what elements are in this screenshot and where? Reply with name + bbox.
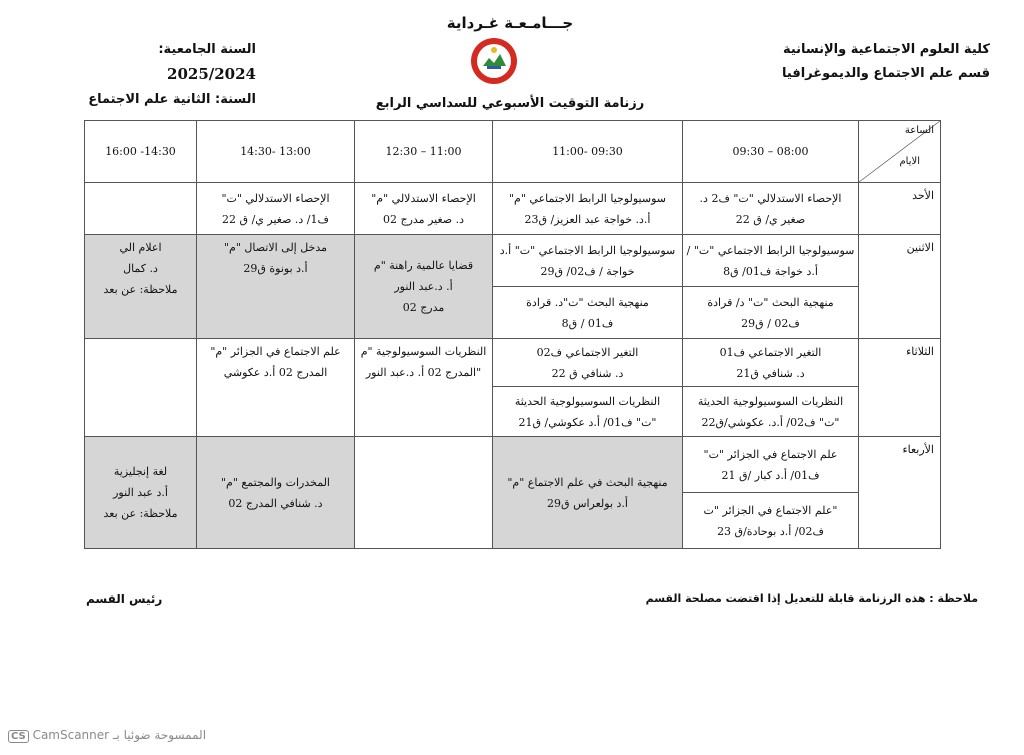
row-monday-a: [85, 235, 941, 287]
cell-monday-slot2-a: [493, 235, 683, 287]
study-level: السنة: الثانية علم الاجتماع: [88, 92, 256, 107]
course-line: الإحصاء الاستدلالي "م": [371, 191, 476, 205]
header-row: [85, 121, 941, 183]
academic-year: [66, 38, 256, 88]
course-line: منهجية البحث في علم الاجتماع "م": [507, 475, 668, 489]
course-line: سوسيولوجيا الرابط الاجتماعي "ت" /: [686, 243, 855, 257]
faculty-block: [782, 38, 990, 86]
cell-monday-slot5: [85, 235, 197, 339]
cell-sunday-slot5: [85, 183, 197, 235]
day-sunday: الأحد: [859, 183, 941, 235]
cell-tuesday-slot5: [85, 339, 197, 437]
course-teacher: أ.د عبد النور: [113, 486, 168, 499]
cell-wednesday-slot5: [85, 437, 197, 549]
course-line: منهجية البحث "ت" د/ قرادة: [707, 295, 834, 309]
cell-wednesday-slot2: [493, 437, 683, 549]
time-slot-4: 13:00 -14:30: [197, 121, 355, 183]
cell-tuesday-slot1-a: [683, 339, 859, 387]
course-line: سوسيولوجيا الرابط الاجتماعي "م": [509, 191, 666, 205]
cell-monday-slot1-a: [683, 235, 859, 287]
course-line: "علم الاجتماع في الجزائر "ت: [703, 503, 838, 517]
day-wednesday: الأربعاء: [859, 437, 941, 549]
course-line: علم الاجتماع في الجزائر "م": [210, 345, 341, 358]
time-slot-3: 11:00 – 12:30: [355, 121, 493, 183]
course-line: التغير الاجتماعي ف01: [719, 345, 822, 359]
course-teacher: أ. د.عبد النور: [394, 280, 453, 293]
course-details: أ.د بولعراس ق29: [547, 496, 628, 510]
course-line: اعلام الي: [119, 241, 162, 254]
row-sunday: [85, 183, 941, 235]
university-logo: [469, 36, 519, 86]
course-details: "المدرج 02 أ. د.عبد النور: [365, 366, 482, 379]
course-teacher: د. كمال: [123, 262, 158, 275]
corner-hour-label: الساعة: [904, 125, 934, 136]
course-details: ف02 / ق29: [741, 316, 800, 330]
scanner-label: الممسوحة ضوئيا بـ: [112, 728, 207, 742]
course-line: النظريات السوسيولوجية الحديثة: [697, 394, 844, 408]
cell-tuesday-slot3: [355, 339, 493, 437]
course-details: خواجة / ف02/ ق29: [540, 264, 635, 278]
course-details: "ت" ف01/ أ.د عكوشي/ ق21: [518, 415, 657, 429]
cell-monday-slot4: [197, 235, 355, 339]
cell-monday-slot3: [355, 235, 493, 339]
course-details: د. صغير مدرج 02: [383, 212, 464, 226]
cell-tuesday-slot1-b: [683, 387, 859, 437]
course-details: د. شنافي ق 22: [551, 366, 624, 380]
corner-cell: [859, 121, 941, 183]
cell-sunday-slot2: [493, 183, 683, 235]
scanner-watermark: [4, 728, 206, 743]
course-line: سوسيولوجيا الرابط الاجتماعي "ت" أ.د: [499, 243, 676, 257]
course-details: د. شنافي ق21: [736, 366, 805, 380]
day-monday: الاثنين: [859, 235, 941, 339]
course-details: د. شنافي المدرج 02: [228, 496, 323, 510]
time-slot-2: 09:30 -11:00: [493, 121, 683, 183]
footer-note: ملاحظة : هذه الرزنامة قابلة للتعديل إذا اقتضت مصلحة القسم: [645, 592, 978, 605]
course-line: المخدرات والمجتمع "م": [220, 475, 330, 489]
course-details: صغير ي/ ق 22: [735, 212, 806, 226]
faculty-name: كلية العلوم الاجتماعية والإنسانية: [782, 42, 990, 57]
department-name: قسم علم الاجتماع والديموغرافيا: [782, 66, 990, 81]
course-line: لغة إنجليزية: [113, 465, 168, 478]
course-line: علم الاجتماع في الجزائر "ت": [703, 447, 838, 461]
corner-days-label: الايام: [899, 156, 920, 167]
course-note: ملاحظة: عن بعد: [103, 283, 178, 296]
course-line: الإحصاء الاستدلالي "ت" ف2 د.: [699, 191, 842, 205]
course-details: ف1/ د. صغير ي/ ق 22: [222, 212, 329, 226]
course-details: أ.د. خواجة عبد العزيز/ ق23: [524, 212, 651, 226]
cell-wednesday-slot3: [355, 437, 493, 549]
camscanner-icon: CS: [8, 730, 29, 743]
department-head-signature: رئيس القسم: [86, 592, 163, 606]
course-details: ف01 / ق8: [561, 316, 614, 330]
row-tuesday-a: [85, 339, 941, 387]
cell-tuesday-slot2-a: [493, 339, 683, 387]
cell-wednesday-slot1-a: [683, 437, 859, 493]
course-line: منهجية البحث "ت"د. قرادة: [526, 295, 649, 309]
cell-sunday-slot3: [355, 183, 493, 235]
cell-monday-slot1-b: [683, 287, 859, 339]
cell-tuesday-slot4: [197, 339, 355, 437]
course-line: قضايا عالمية راهنة "م: [373, 259, 474, 272]
course-note: ملاحظة: عن بعد: [103, 507, 178, 520]
cell-tuesday-slot2-b: [493, 387, 683, 437]
time-slot-5: 14:30- 16:00: [85, 121, 197, 183]
academic-year-value: 2025/2024: [167, 65, 256, 83]
year-block: [66, 38, 256, 112]
course-details: ف02/ أ.د بوحادة/ق 23: [717, 524, 824, 538]
course-line: النظريات السوسيولوجية الحديثة: [514, 394, 661, 408]
cell-sunday-slot1: [683, 183, 859, 235]
course-details: ف01/ أ.د كبار /ق 21: [721, 468, 820, 482]
course-details: المدرج 02 أ.د عكوشي: [223, 366, 328, 379]
course-room: مدرج 02: [402, 301, 445, 314]
time-slot-1: 08:00 – 09:30: [683, 121, 859, 183]
academic-year-label: السنة الجامعية:: [158, 42, 256, 57]
course-line: النظريات السوسيولوجية "م: [360, 345, 487, 358]
timetable: [84, 120, 941, 549]
schedule-title: رزنامة التوقيت الأسبوعي للسداسي الرابع: [375, 96, 645, 111]
day-tuesday: الثلاثاء: [859, 339, 941, 437]
cell-sunday-slot4: [197, 183, 355, 235]
course-line: مدخل إلى الاتصال "م": [223, 241, 328, 254]
cell-wednesday-slot1-b: [683, 493, 859, 549]
row-wednesday-a: [85, 437, 941, 493]
scanner-name: CamScanner: [32, 728, 110, 742]
course-line: الإحصاء الاستدلالي "ت": [221, 191, 330, 205]
cell-monday-slot2-b: [493, 287, 683, 339]
course-details: أ.د خواجة ف01/ ق8: [723, 264, 818, 278]
course-details: "ت" ف02/ أ.د. عكوشي/ق22: [701, 415, 840, 429]
course-line: التغير الاجتماعي ف02: [536, 345, 639, 359]
university-name: جـــامـعـة غـرداية: [446, 14, 574, 32]
course-details: أ.د بونوة ق29: [243, 262, 308, 275]
cell-wednesday-slot4: [197, 437, 355, 549]
